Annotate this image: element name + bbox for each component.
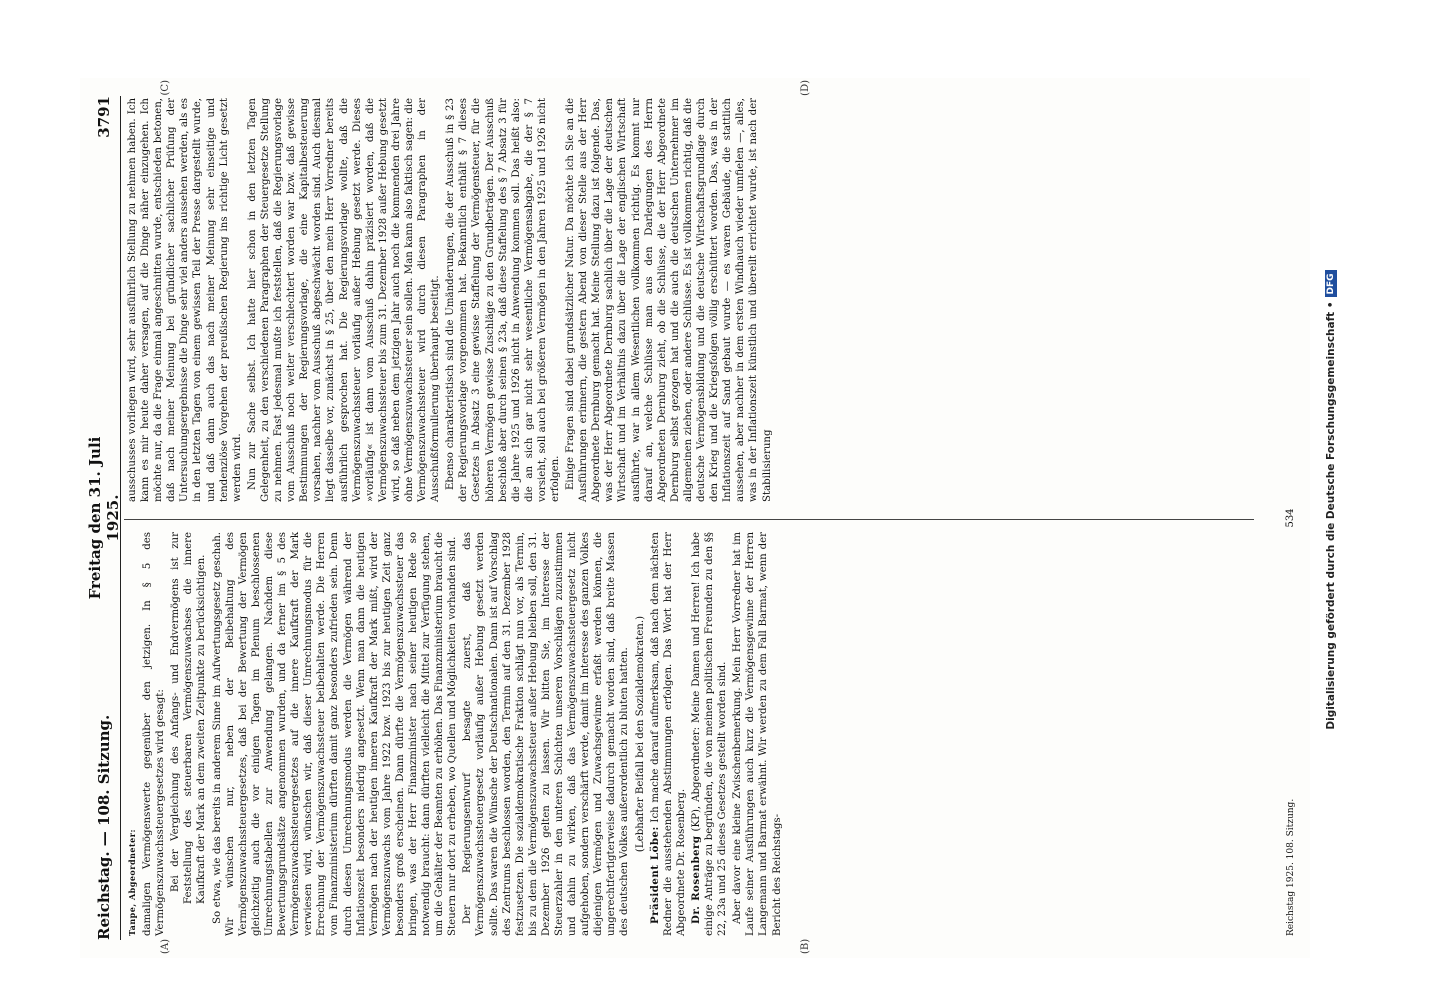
margin-mark-d: (D)	[800, 80, 811, 96]
paragraph: ausschusses vorliegen wird, sehr ausführlich Stellung zu nehmen haben. Ich kann es mir heute daher versagen, auf die Dinge näher einzugehen. Ich möchte nur, da die Frage einmal angeschnitten wurde, entschieden betonen, daß nach meiner Meinung bei gründlicher sachlicher Prüfung der Untersuchungsergebnisse die Dinge sehr viel anders aussehen werden, als es in den letzten Tagen von einem gewissen Teil der Presse dargestellt wurde, und daß dann auch das nach meiner Meinung sehr einseitige und tendenziöse Vorgehen der preußischen Regierung ins richtige Licht gesetzt werden wird.	[127, 98, 243, 502]
header-page-number: 3791	[95, 96, 113, 138]
president-statement	[649, 532, 688, 936]
margin-mark-c: (C)	[160, 80, 171, 96]
rosenberg-name: Dr. Rosenberg	[689, 835, 702, 924]
quoted-paragraph: Bei der Vergleichung des Anfangs- und Endvermögens ist zur Feststellung des steuerbaren Vermögenszuwachses die innere Kaufkraft der Mark an dem zweiten Zeitpunkte zu berücksichtigen.	[170, 532, 208, 904]
header-date: Freitag den 31. Juli 1925.	[86, 436, 122, 600]
applause-note: (Lebhafter Beifall bei den Sozialdemokraten.)	[634, 615, 646, 853]
rosenberg-intro-text: (KP), Abgeordneter: Meine Damen und Herren! Ich habe einige Anträge zu begründen, die von meinen politischen Freunden zu den §§ 22, 23a und 25 dieses Gesetzes gestellt worden sind.	[690, 532, 729, 936]
text-column-left	[126, 532, 786, 936]
speaker-name: Tanpe, Abgeordneter:	[127, 829, 137, 936]
page-header	[86, 96, 122, 940]
scanned-page-wrapper	[80, 78, 1310, 958]
president-text: Ich mache darauf aufmerksam, daß nach dem nächsten Redner die ausstehenden Abstimmungen erfolgen. Das Wort hat der Herr Abgeordnete Dr. Rosenberg.	[649, 532, 687, 936]
paragraph: Einige Fragen sind dabei grundsätzlicher Natur. Da möchte ich Sie an die Ausführungen erinnern, die gestern Abend von dieser Stelle aus der Herr Abgeordnete Dernburg gemacht hat. Meine Stellung dazu ist folgende. Das, was der Herr Abgeordnete Dernburg sachlich über die Lage der deutschen Wirtschaft und im Verhältnis dazu über die Lage der englischen Wirtschaft ausführte, war in allem Wesentlichen vollkommen richtig. Es kommt nur darauf an, welche Schlüsse man aus den Darlegungen des Herrn Abgeordneten Dernburg zieht, ob die Schlüsse, die der Herr Abgeordnete Dernburg selbst gezogen hat und die auch die deutschen Unternehmer im allgemeinen ziehen, oder andere Schlüsse. Es ist vollkommen richtig, daß die deutsche Vermögensbildung und die deutsche Wirtschaftsgrundlage durch den Krieg und die Kriegsfolgen völlig erschüttert worden. Das, was in der Inflationszeit auf Sand gebaut wurde — es waren Gebäude, die stattlich aussehen, aber nachher in dem ersten Windhauch wieder umfielen —, alles, was in der Inflationszeit künstlich und übereilt errichtet wurde, ist nach der Stabilisierung	[565, 98, 773, 502]
paragraph: Nun zur Sache selbst. Ich hatte hier schon in den letzten Tagen Gelegenheit, zu den verschiedenen Paragraphen der Steuergesetze Stellung zu nehmen. Fast jedesmal mußte ich feststellen, daß die Regierungsvorlage vom Ausschuß noch weiter verschlechtert worden war bzw. daß gewisse Bestimmungen der Regierungsvorlage, die eine Kapitalbesteuerung vorsahen, nachher vom Ausschuß abgeschwächt worden sind. Auch diesmal liegt dasselbe vor, zunächst in § 25, über den mein Herr Vorredner bereits ausführlich gesprochen hat. Die Regierungsvorlage wollte, daß die Vermögenszuwachssteuer vorläufig außer Hebung gesetzt werde. Dieses »vorläufig« ist dann vom Ausschuß dahin präzisiert worden, daß die Vermögenszuwachssteuer bis zum 31. Dezember 1928 außer Hebung gesetzt wird, so daß neben dem jetzigen Jahr auch noch die kommenden drei Jahre ohne Vermögenszuwachssteuer sein sollen. Man kann also faktisch sagen: die Vermögenszuwachssteuer wird durch diesen Paragraphen in der Ausschußformulierung überhaupt beseitigt.	[246, 98, 442, 502]
digitization-text: Digitalisierung gefördert durch die Deutsche Forschungsgemeinschaft •	[1325, 301, 1337, 730]
header-rule	[120, 96, 121, 940]
margin-mark-b: (B)	[800, 938, 811, 954]
speaker-line	[126, 532, 139, 936]
page-number-bottom: 534	[1285, 508, 1296, 528]
text-column-right	[126, 98, 776, 502]
header-session: Reichstag. — 108. Sitzung.	[95, 714, 113, 940]
dfg-logo: DFG	[1325, 270, 1337, 297]
paragraph: So etwa, wie das bereits in anderem Sinne im Aufwertungsgesetz geschah. Wir wünschen nur, neben der Beibehaltung des Vermögenszuwachssteuergesetzes, daß bei der Bewertung der Vermögen gleichzeitig auch die vor einigen Tagen im Plenum beschlossenen Umrechnungstabellen zur Anwendung gelangen. Nachdem diese Bewertungsgrundsätze angenommen wurden, und da ferner im § 5 des Vermögenszuwachssteuergesetzes auf die innere Kaufkraft der Mark verwiesen wird, wünschen wir, daß dieser Umrechnungsmodus für die Errechnung der Vermögenszuwachssteuer beibehalten werde. Die Herren vom Finanzministerium dürften damit ganz besonders zufrieden sein. Denn durch diesen Umrechnungsmodus werden die Vermögen während der Inflationszeit besonders niedrig angesetzt. Wenn man dann die heutigen Vermögen nach der heutigen inneren Kaufkraft der Mark mißt, wird der Vermögenszuwachs vom Jahre 1922 bzw. 1923 bis zur heutigen Zeit ganz besonders groß erscheinen. Dann dürfte die Vermögenszuwachssteuer das bringen, was der Herr Finanzminister nach seiner heutigen Rede so notwendig braucht: dann dürften vielleicht die Mittel zur Verfügung stehen, um die Gehälter der Beamten zu erhöhen. Das Finanzministerium braucht die Steuern nur dort zu erheben, wo Quellen und Möglichkeiten vorhanden sind.	[211, 532, 459, 936]
document-page	[80, 78, 1310, 958]
rosenberg-intro	[690, 532, 729, 936]
president-name: Präsident Löbe:	[648, 826, 661, 924]
margin-mark-a: (A)	[160, 938, 171, 954]
column-divider	[124, 519, 1254, 520]
paragraph: Der Regierungsentwurf besagte zuerst, daß das Vermögenszuwachssteuergesetz vorläufig außer Hebung gesetzt werden sollte. Das waren die Wünsche der Deutschnationalen. Dann ist auf Vorschlag des Zentrums beschlossen worden, den Termin auf den 31. Dezember 1928 festzusetzen. Die sozialdemokratische Fraktion schlägt nun vor, als Termin, bis zu dem die Vermögenszuwachssteuer außer Hebung bleiben soll, den 31. Dezember 1926 gelten zu lassen. Wir bitten Sie, im Interesse der Steuerzahler in den unteren Schichten unseren Vorschlägen zuzustimmen und dahin zu wirken, daß das Vermögenszuwachssteuergesetz nicht aufgehoben, sondern verschärft werde, damit im Interesse des ganzen Volkes diejenigen Vermögen und Zuwachsgewinne erfaßt werden können, die ungerechtfertigterweise dadurch gemacht worden sind, daß breite Massen des deutschen Volkes außerordentlich zu bluten hatten.	[462, 532, 631, 936]
page-footer: Reichstag 1925. 108. Sitzung.	[1286, 798, 1296, 936]
paragraph: damaligen Vermögenswerte gegenüber den jetzigen. In § 5 des Vermögenszuwachssteuergesetzes wird gesagt:	[142, 532, 167, 936]
digitization-credit	[1321, 110, 1341, 890]
paragraph: Ebenso charakteristisch sind die Umänderungen, die der Ausschuß in § 23 der Regierungsvorlage vorgenommen hat. Bekanntlich enthält § 7 dieses Gesetzes in Absatz 3 eine gewisse Staffelung der Vermögensteuer, für die höheren Vermögen gewisse Zuschläge zu den Grundbeträgen. Der Ausschuß beschloß aber durch seinen § 23a, daß diese Staffelung des § 7 Absatz 3 für die Jahre 1925 und 1926 nicht in Anwendung kommen soll. Das heißt also: die an sich gar nicht sehr wesentliche Vermögensabgabe, die der § 7 vorsieht, soll auch bei größeren Vermögen in den Jahren 1925 und 1926 nicht erfolgen.	[445, 98, 561, 502]
paragraph: Aber davor eine kleine Zwischenbemerkung. Mein Herr Vorredner hat im Laufe seiner Ausführungen auch kurz die Vermögensgewinne der Herren Langemann und Barmat erwähnt. Wir werden zu dem Fall Barmat, wenn der Bericht des Reichstags-	[732, 532, 783, 936]
